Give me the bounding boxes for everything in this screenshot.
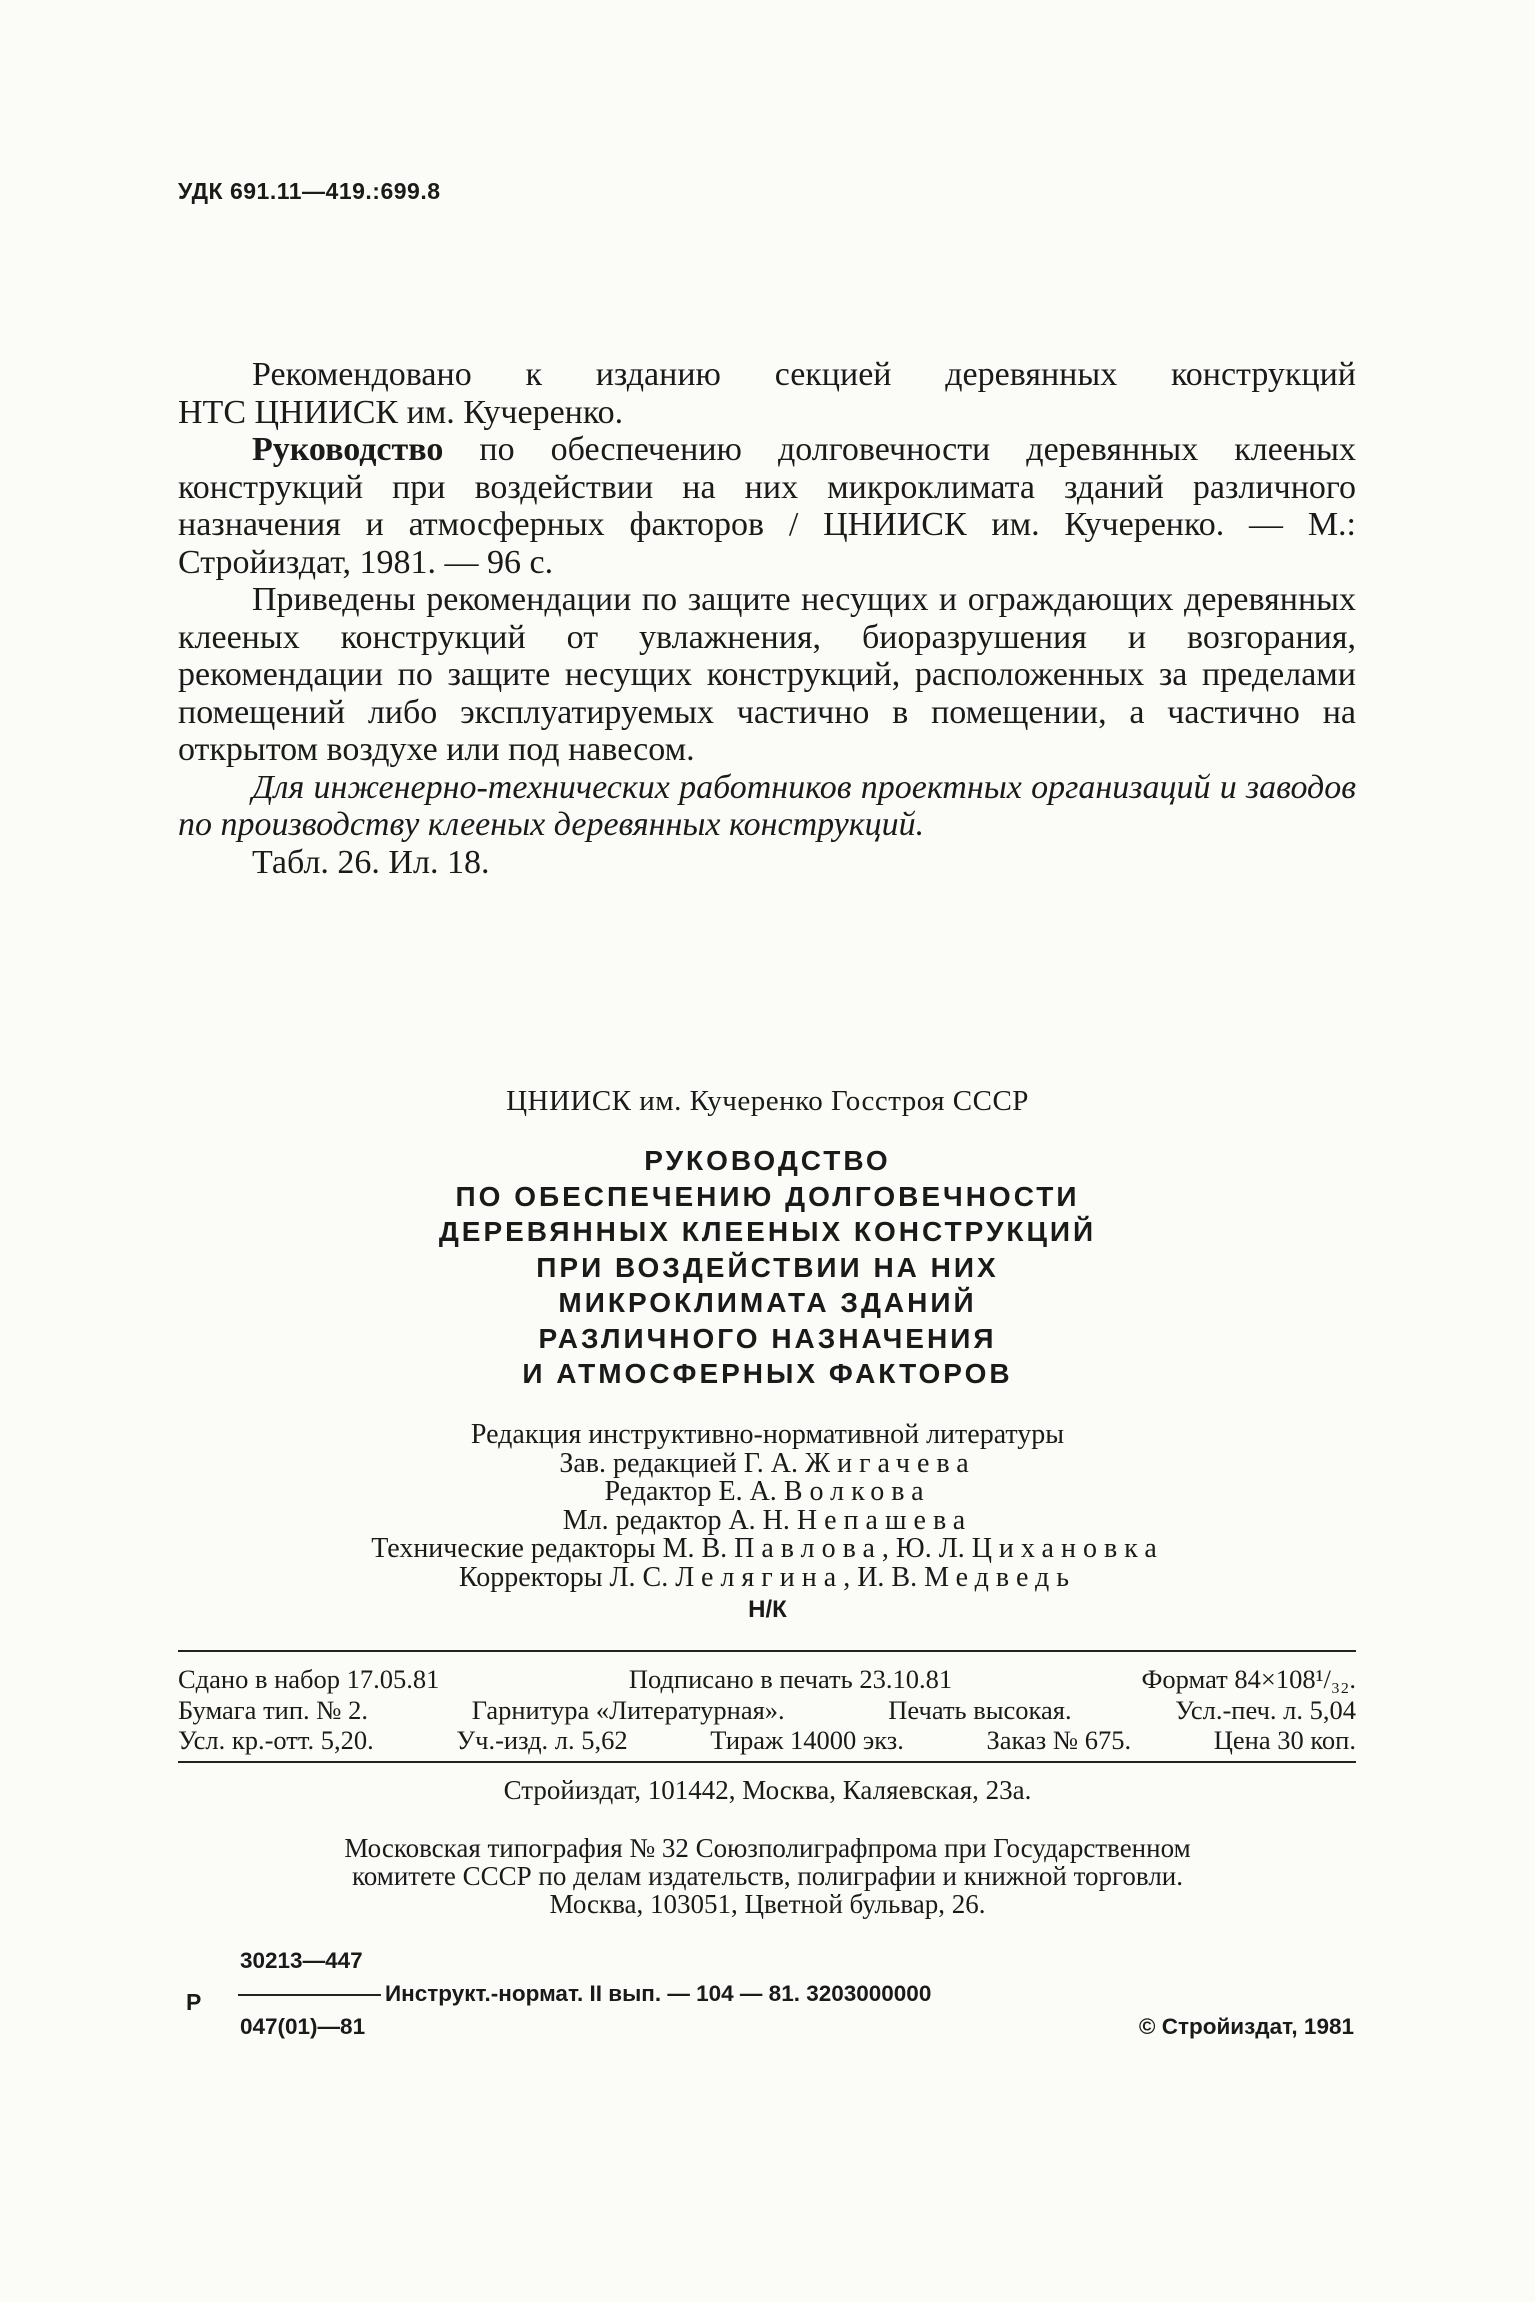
price: Цена 30 коп. <box>1213 1725 1356 1755</box>
proofreaders: Корректоры Л. С. Лелягина, И. В. Медведь <box>458 1561 1077 1593</box>
title-line: РАЗЛИЧНОГО НАЗНАЧЕНИЯ <box>538 1322 997 1354</box>
title-line: РУКОВОДСТВО <box>644 1145 891 1176</box>
order-number: Заказ № 675. <box>986 1725 1132 1755</box>
citation-title-bold: Руководство <box>252 431 444 468</box>
code-numerator: 30213—447 <box>240 1948 363 1973</box>
imprint-row <box>178 1725 1356 1756</box>
typeset-date: Сдано в набор 17.05.81 <box>178 1664 440 1694</box>
printer-line: Московская типография № 32 Союзполиграфпрома при Государственном <box>344 1833 1191 1863</box>
printing-method: Печать высокая. <box>888 1694 1072 1725</box>
paper-type: Бумага тип. № 2. <box>178 1694 369 1725</box>
divider-bottom <box>178 1761 1356 1763</box>
code-denominator: 047(01)—81 <box>240 2014 366 2039</box>
nk-mark: Н/К <box>748 1596 787 1623</box>
printed-sheets: Усл.-печ. л. 5,04 <box>1175 1694 1356 1725</box>
imprint-row <box>178 1695 1356 1726</box>
publisher-address: Стройиздат, 101442, Москва, Каляевская, 23а. <box>503 1775 1032 1805</box>
copyright: © Стройиздат, 1981 <box>1138 2014 1354 2039</box>
printer-line: комитете СССР по делам издательств, полиграфии и книжной торговли. <box>352 1861 1183 1891</box>
title-line: ДЕРЕВЯННЫХ КЛЕЕНЫХ КОНСТРУКЦИЙ <box>438 1216 1097 1247</box>
organization-line: ЦНИИСК им. Кучеренко Госстроя СССР <box>506 1085 1029 1117</box>
signed-date: Подписано в печать 23.10.81 <box>628 1664 953 1694</box>
printing-house <box>0 1834 1535 1918</box>
book-title <box>0 1143 1535 1392</box>
title-line: ПРИ ВОЗДЕЙСТВИИ НА НИХ <box>536 1251 999 1283</box>
bibliographic-citation <box>178 431 1356 581</box>
head-of-editorial: Зав. редакцией Г. А. Жигачева <box>559 1447 976 1479</box>
recommendation-line2: НТС ЦНИИСК им. Кучеренко. <box>178 393 624 431</box>
editorial-staff <box>0 1421 1535 1592</box>
editor: Редактор Е. А. Волкова <box>604 1476 931 1507</box>
publisher-sheets: Уч.-изд. л. 5,62 <box>456 1725 628 1755</box>
citation-rest: по обеспечению долговечности деревянных клееных конструкций при воздействии на них микроклимата зданий различного назначения и атмосферных факторов / ЦНИИСК им. Кучеренко. — М.: Стройиздат, 1981. — 96 с. <box>178 431 1356 581</box>
print-run: Тираж 14000 экз. <box>710 1725 904 1755</box>
junior-editor: Мл. редактор А. Н. Непашева <box>562 1504 973 1536</box>
imprint-row <box>178 1664 1356 1695</box>
typeface: Гарнитура «Литературная». <box>471 1694 785 1725</box>
technical-editors: Технические редакторы М. В. Павлова, Ю. Л. Цихановка <box>371 1533 1164 1564</box>
fraction-bar <box>238 1994 381 1996</box>
audience-paragraph: Для инженерно-технических работников проектных организаций и заводов по производству клееных деревянных конструкций. <box>178 768 1356 843</box>
title-line: МИКРОКЛИМАТА ЗДАНИЙ <box>558 1287 977 1318</box>
tables-figures-count: Табл. 26. Ил. 18. <box>252 843 490 881</box>
summary-paragraph: Приведены рекомендации по защите несущих и ограждающих деревянных клееных конструкций от увлажнения, биоразрушения и возгорания, рекомендации по защите несущих конструкций, расположенных за пределами помещений либо эксплуатируемых частично в помещении, а частично на открытом воздухе или под навесом. <box>178 581 1356 768</box>
code-series: Инструкт.-нормат. II вып. — 104 — 81. 3203000000 <box>385 1981 932 2006</box>
printer-line: Москва, 103051, Цветной бульвар, 26. <box>549 1889 986 1919</box>
code-letter: Р <box>186 1989 202 2015</box>
recommendation-line1: Рекомендовано к изданию секцией деревянных конструкций <box>252 356 1356 393</box>
imprint-block <box>178 1664 1356 1756</box>
editorial-department: Редакция инструктивно-нормативной литературы <box>470 1419 1065 1450</box>
book-format: Формат 84×108¹/₃₂. <box>1141 1664 1356 1694</box>
title-line: И АТМОСФЕРНЫХ ФАКТОРОВ <box>522 1358 1013 1389</box>
title-line: ПО ОБЕСПЕЧЕНИЮ ДОЛГОВЕЧНОСТИ <box>455 1180 1080 1212</box>
annotation-block <box>178 356 1356 881</box>
color-prints: Усл. кр.-отт. 5,20. <box>178 1725 374 1755</box>
divider-top <box>178 1650 1356 1652</box>
udc-code: УДК 691.11—419.:699.8 <box>178 178 441 204</box>
classification-code <box>180 1948 1360 2068</box>
